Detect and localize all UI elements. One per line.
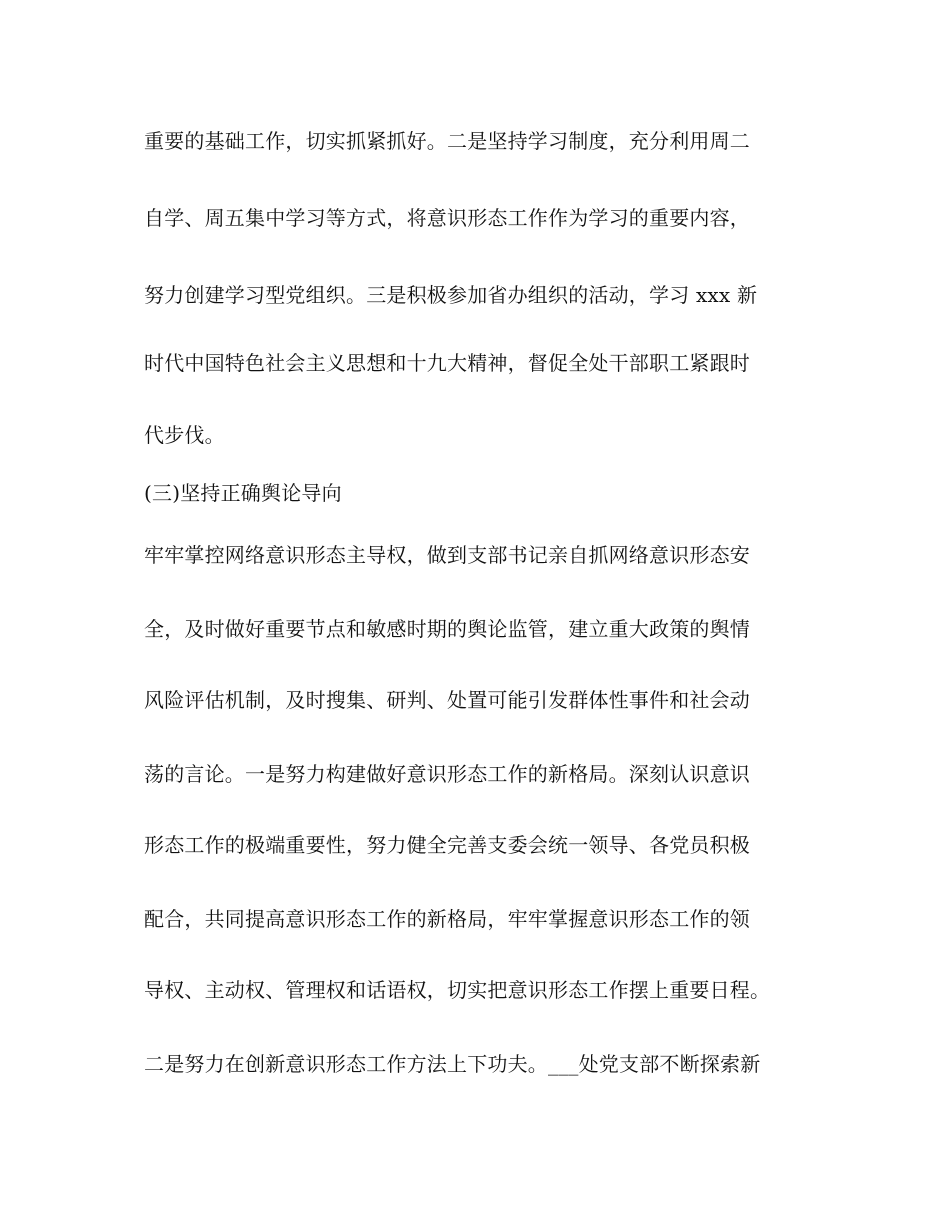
paragraph-line: 努力创建学习型党组织。三是积极参加省办组织的活动，学习 xxx 新 [144,283,758,307]
paragraph-line: 全，及时做好重要节点和敏感时期的舆论监管，建立重大政策的舆情 [144,617,750,641]
section-heading: (三)坚持正确舆论导向 [144,481,342,505]
paragraph-line: 自学、周五集中学习等方式，将意识形态工作作为学习的重要内容， [144,206,750,230]
paragraph-line: 配合，共同提高意识形态工作的新格局，牢牢掌握意识形态工作的领 [144,907,750,931]
paragraph-line: 代步伐。 [144,423,225,447]
paragraph-line: 时代中国特色社会主义思想和十九大精神，督促全处干部职工紧跟时 [144,351,750,375]
paragraph-line: 导权、主动权、管理权和话语权，切实把意识形态工作摆上重要日程。 [144,978,771,1002]
paragraph-line: 牢牢掌控网络意识形态主导权，做到支部书记亲自抓网络意识形态安 [144,543,750,567]
paragraph-line: 二是努力在创新意识形态工作方法上下功夫。___处党支部不断探索新 [144,1052,761,1076]
paragraph-line: 重要的基础工作，切实抓紧抓好。二是坚持学习制度，充分利用周二 [144,129,750,153]
paragraph-line: 荡的言论。一是努力构建做好意识形态工作的新格局。深刻认识意识 [144,762,750,786]
paragraph-line: 形态工作的极端重要性，努力健全完善支委会统一领导、各党员积极 [144,833,750,857]
paragraph-line: 风险评估机制，及时搜集、研判、处置可能引发群体性事件和社会动 [144,688,750,712]
